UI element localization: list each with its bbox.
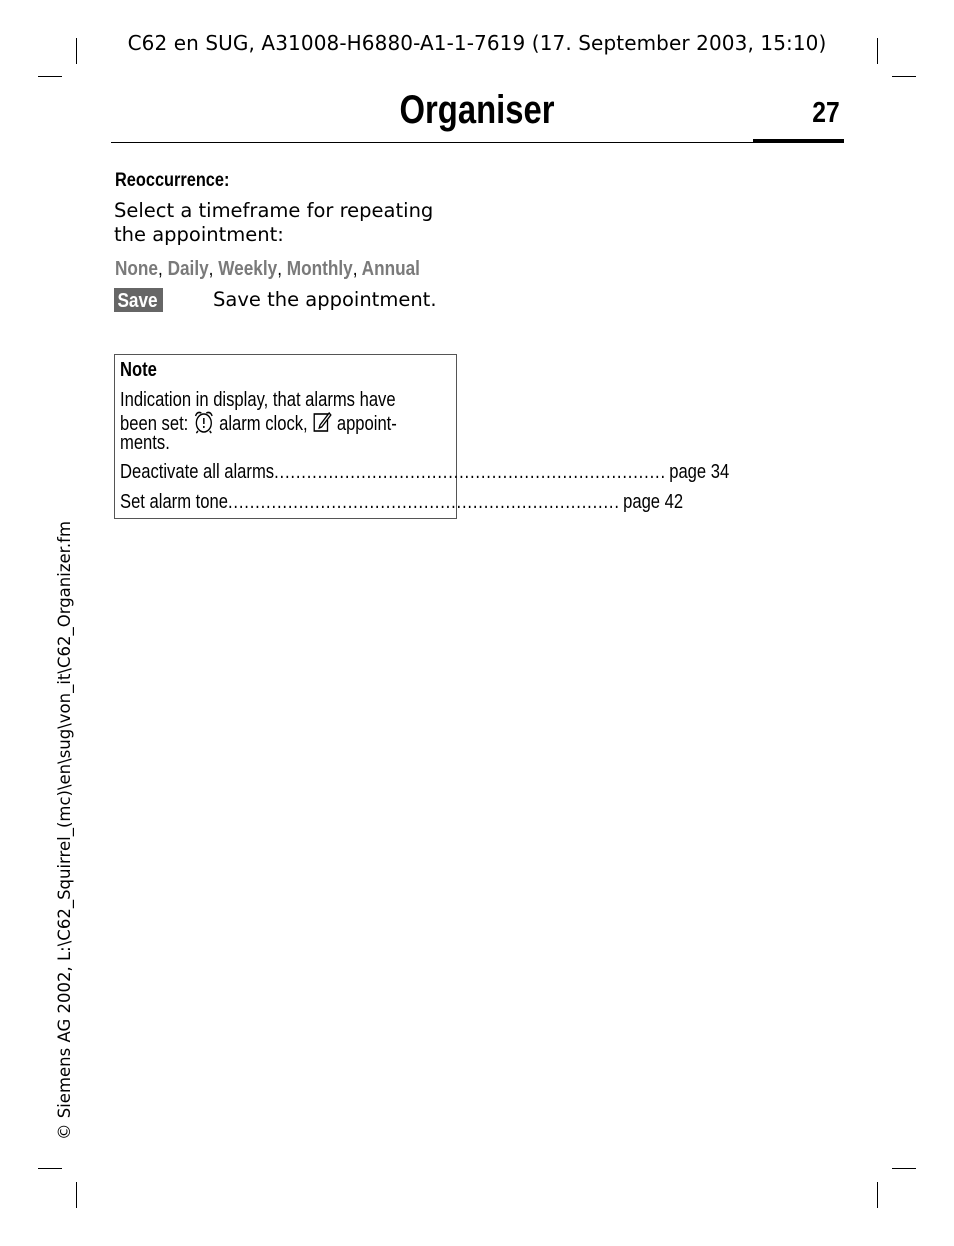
reference-page: page 34 xyxy=(669,461,730,483)
leader-dots: ........................................................................ xyxy=(227,491,620,513)
separator: , xyxy=(277,258,283,280)
reference-page: page 42 xyxy=(623,491,684,513)
page-title: Organiser xyxy=(399,88,555,132)
reference-label: Set alarm tone xyxy=(120,491,228,513)
section-body: Select a timeframe for repeating the appointment: xyxy=(114,199,434,246)
separator: , xyxy=(158,258,163,280)
note-text: appoint- xyxy=(336,413,397,435)
note-text: alarm clock, xyxy=(219,413,308,435)
section-heading-text: Reoccurrence: xyxy=(115,170,230,191)
note-line: ments. xyxy=(120,432,170,454)
option-list xyxy=(115,256,470,281)
header-rule xyxy=(111,142,755,143)
copyright-sidebar: © Siemens AG 2002, L:\C62_Squirrel_(mc)\en\sug\von_it\C62_Organizer.fm xyxy=(55,520,74,1140)
reference-label: Deactivate all alarms xyxy=(120,461,275,483)
crop-mark xyxy=(892,76,916,77)
note-text: been set: xyxy=(120,413,189,435)
section-heading xyxy=(115,169,248,192)
note-title: Note xyxy=(120,359,157,381)
option-weekly: Weekly xyxy=(218,258,278,280)
reference-deactivate-alarms xyxy=(120,461,730,484)
save-description: Save the appointment. xyxy=(213,288,437,311)
appointment-icon xyxy=(312,410,332,440)
note-box xyxy=(114,354,730,519)
crop-mark xyxy=(76,1182,77,1208)
separator: , xyxy=(352,258,358,280)
option-daily: Daily xyxy=(167,258,209,280)
crop-mark xyxy=(877,1182,878,1208)
page-number: 27 xyxy=(812,97,840,129)
option-annual: Annual xyxy=(361,258,420,280)
note-line: Indication in display, that alarms have xyxy=(120,389,396,411)
save-softkey xyxy=(114,288,163,312)
separator: , xyxy=(208,258,214,280)
crop-mark xyxy=(38,1168,62,1169)
page-number-rule xyxy=(753,139,844,143)
reference-alarm-tone xyxy=(120,491,684,514)
option-none: None xyxy=(115,258,158,280)
save-softkey-label: Save xyxy=(117,290,158,312)
crop-mark xyxy=(892,1168,916,1169)
option-list-inner xyxy=(115,258,420,281)
crop-mark xyxy=(38,76,62,77)
document-meta: C62 en SUG, A31008-H6880-A1-1-7619 (17. September 2003, 15:10) xyxy=(127,31,827,55)
alarm-clock-icon xyxy=(193,410,215,440)
leader-dots: ........................................................................ xyxy=(274,461,666,483)
option-monthly: Monthly xyxy=(286,258,353,280)
